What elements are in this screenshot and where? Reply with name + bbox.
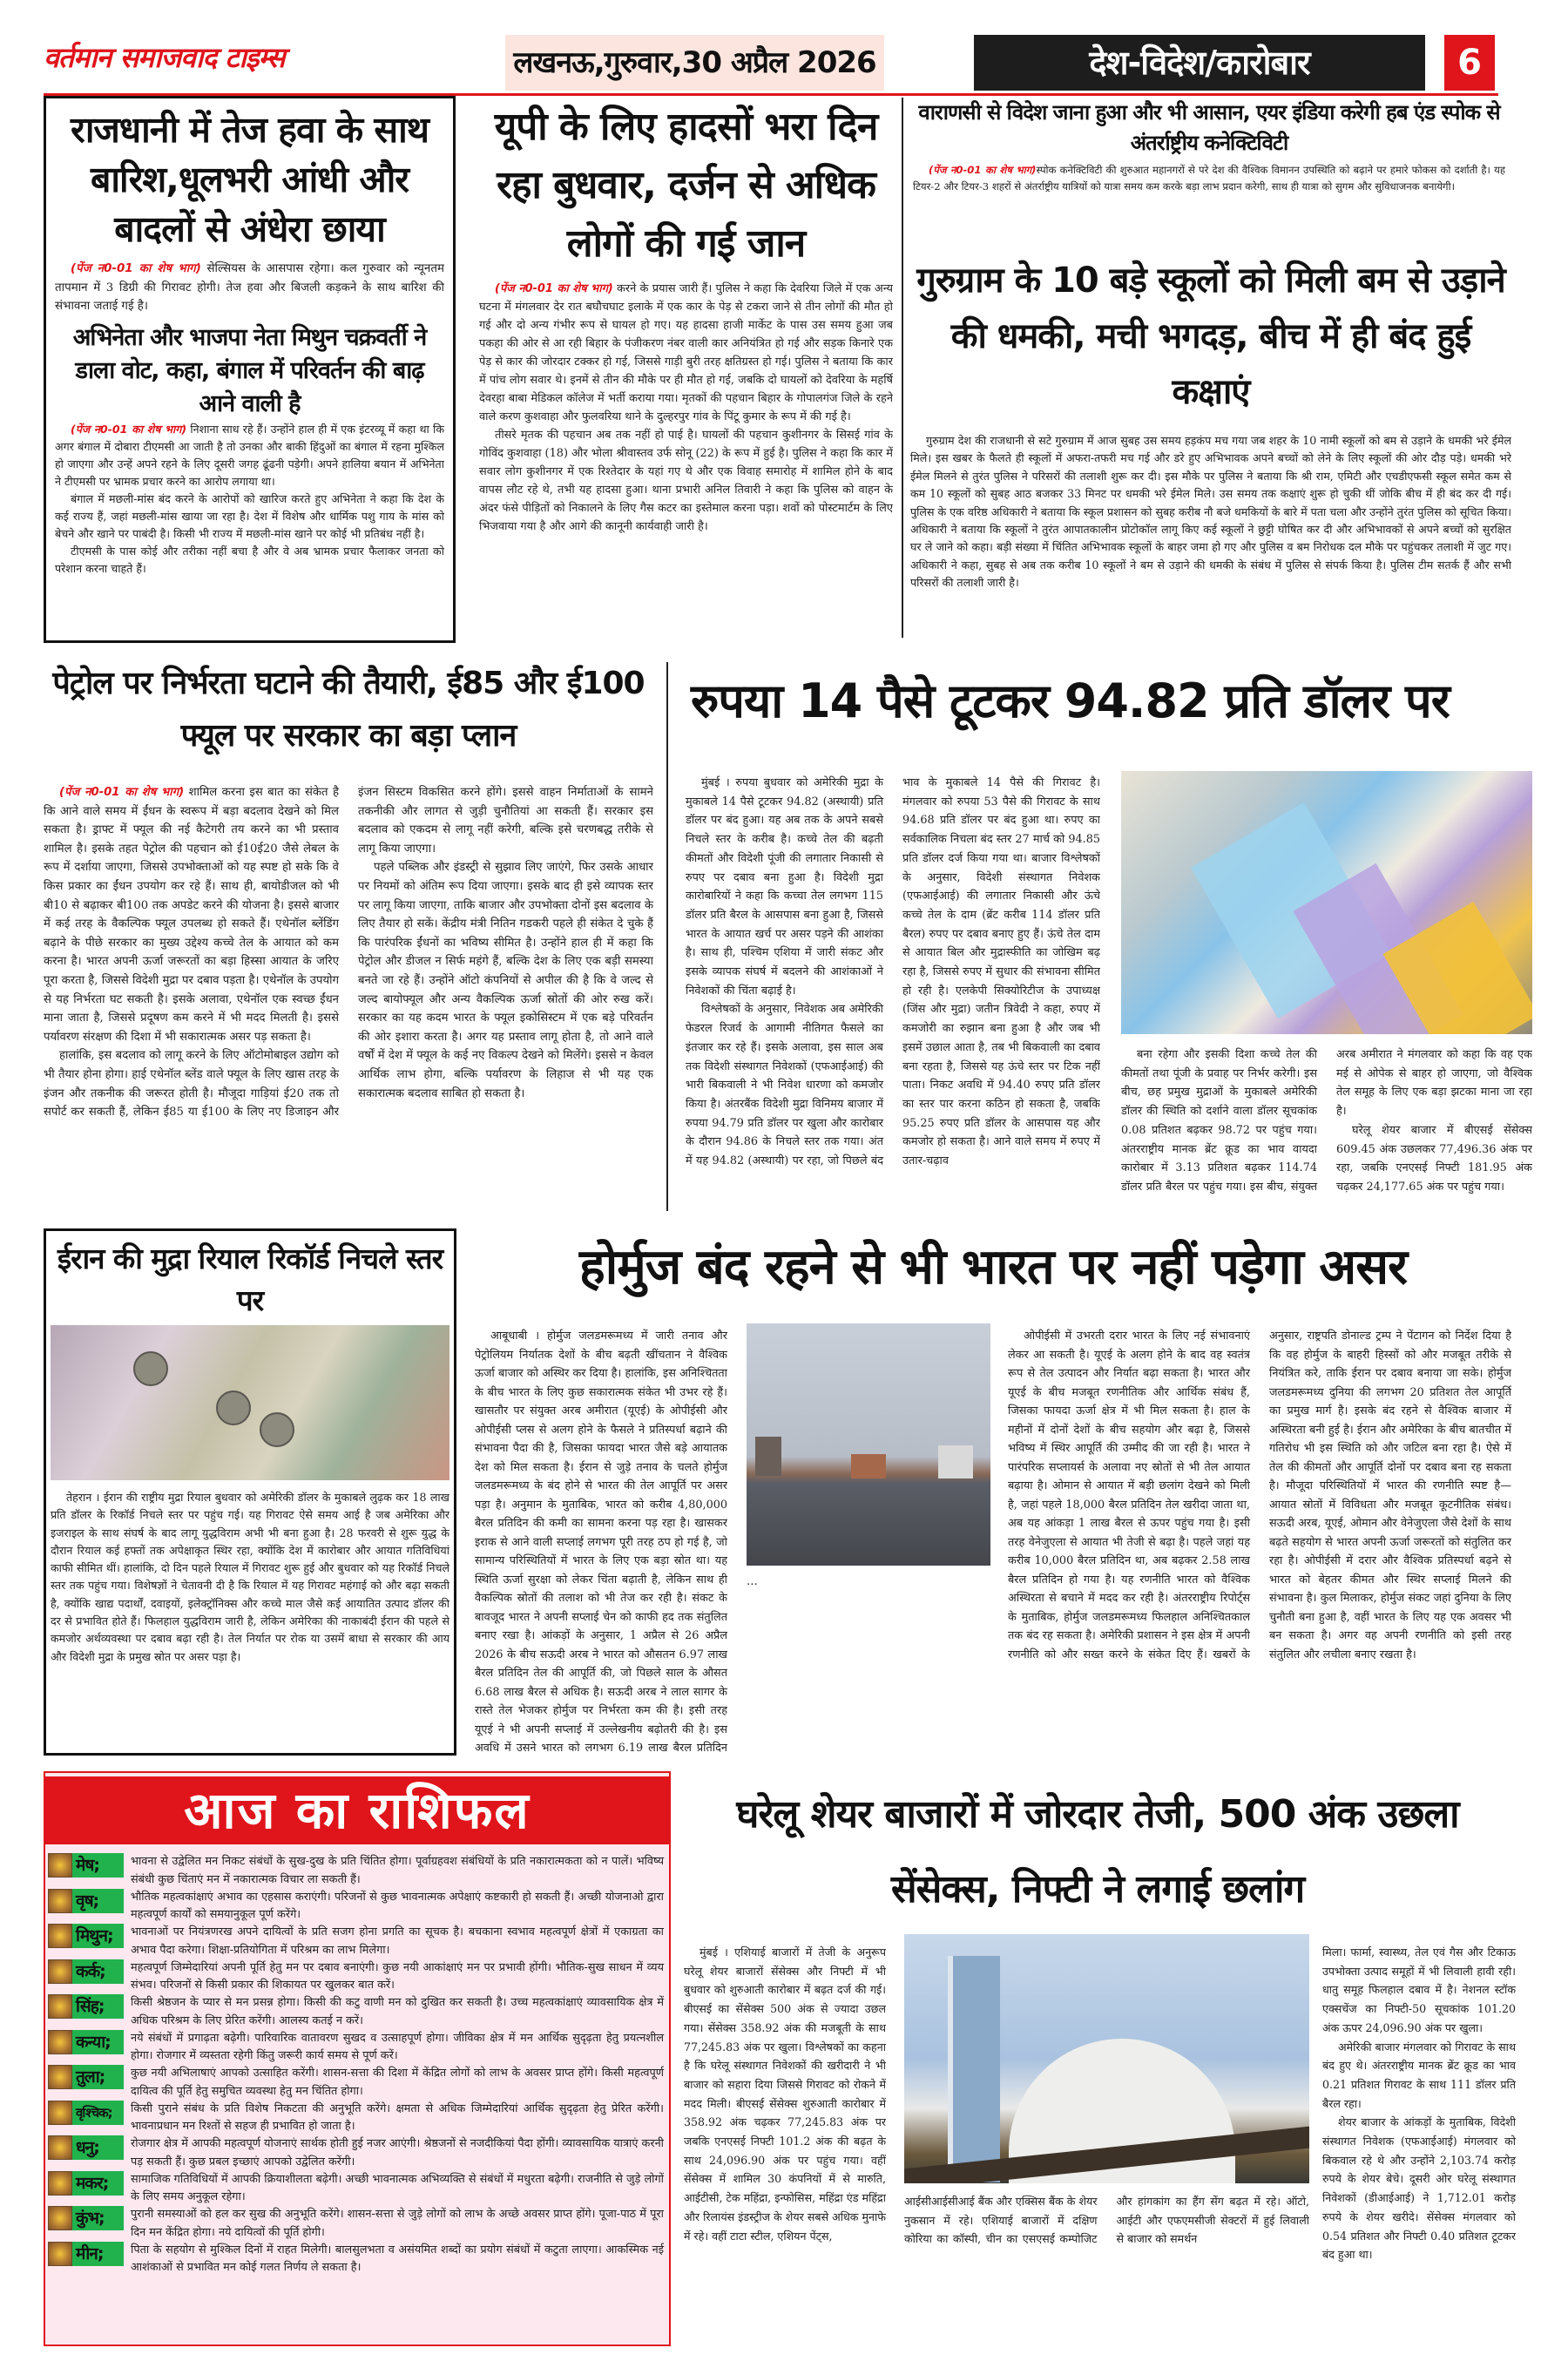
section-title: देश-विदेश/कारोबार [974,35,1425,91]
aries-icon [48,1853,72,1878]
sign-name: कर्क; [72,1959,124,1984]
ethanol-body [44,783,653,1219]
rupee-para-2: विश्लेषकों के अनुसार, निवेशक अब अमेरिकी फेडरल रिजर्व के आगामी नीतिगत फैसले का इंतजार कर रहे हैं। इसके अलावा, इस साल अब तक विदेशी संस्थागत निवेशकों (एफआईआई) की भारी बिकवाली ने भी निवेश धारणा को कमजोर किया है। अंतरबैंक विदेशी मुद्रा विनिमय बाजार में रुपया 94.79 प्रति डॉलर पर खुला और कारोबार के दौरान 94.86 के निचले स्तर तक गया। अंत में यह 94.82 (अस्थायी) पर रहा, जो पिछले बंद भाव के मुकाबले 14 पैसे की गिरावट है। मंगलवार को रुपया 53 पैसे की गिरावट के साथ 94.68 प्रति डॉलर पर बंद हुआ था। रुपए का सर्वकालिक निचला बंद स्तर 27 मार्च को 94.85 प्रति डॉलर दर्ज किया गया था। बाजार विश्लेषकों के अनुसार, विदेशी संस्थागत निवेशक (एफआईआई) की लगातार निकासी और ऊंचे कच्चे तेल के दाम (ब्रेंट करीब 114 डॉलर प्रति बैरल) रुपए पर दबाव बनाए हुए हैं। ऊंचे तेल दाम से आयात बिल और मुद्रास्फीति का जोखिम बढ़ रहा है, जिससे रुपए में सुधार की संभावना सीमित हो रही है। एलकेपी सिक्योरिटीज के उपाध्यक्ष (जिंस और मुद्रा) जतीन त्रिवेदी ने कहा, रुपए में कमजोरी का रुझान बना हुआ है और जब भी इसमें उछाल आता है, तब भी बिकवाली का दबाव बना रहता है, जिससे यह ऊंचे स्तर पर टिक नहीं पाता। निकट अवधि में 94.40 रुपए प्रति डॉलर का स्तर पार करना कठिन हो सकता है, जबकि 95.25 रुपए प्रति डॉलर के आसपास यह और कमजोर हो सकता है। आने वाले समय में रुपए में उतार-चढ़ाव [686,776,1100,1168]
ethanol-headline: पेट्रोल पर निर्भरता घटाने की तैयारी, ई85 और ई100 फ्यूल पर सरकार का बड़ा प्लान [52,666,645,754]
up-accidents-article [479,98,893,646]
markets-body-mid-text: आईसीआईसीआई बैंक और एक्सिस बैंक के शेयर नुकसान में रहे। एशियाई बाजारों में दक्षिण कोरिया का कॉस्पी, चीन का एसएसई कम्पोजिट और हांगकांग का हैंग सेंग बढ़त में रहे। ऑटो, आईटी और एफएमसीजी सेक्टरों में हुई लिवाली से बाजार को समर्थन [904,2195,1309,2246]
ship-shape [851,1454,886,1478]
sign-text: किसी पुराने संबंध के प्रति विशेष निकटता की अनुभूति करेंगे। क्षमता से अधिक जिम्मेदारियां आर्थिक सुदृढ़ता हेतु प्रेरित करेंगी। भावनाप्रधान मन रिश्तों से सहज ही प्रभावित हो जाता है। [131,2101,664,2133]
weather-mithun-box [44,96,456,643]
mithun-headline: अभिनेता और भाजपा नेता मिथुन चक्रवर्ती ने डाला वोट, कहा, बंगाल में परिवर्तन की बाढ़ आने वाली है [72,323,427,417]
sign-text: भावनाओं पर नियंत्रणरख अपने दायित्वों के प्रति सजग होना प्रगति का सूचक है। बचकाना स्वभाव महत्वपूर्ण क्षेत्रों में एकाग्रता का अभाव पैदा करेगा। शिक्षा-प्रतियोगिता में परिश्रम का लाभ मिलेगा। [131,1925,664,1957]
markets-body-right [1322,1943,1516,2291]
continued-label: (पेंज न0-01 का शेष भाग) [59,786,185,799]
rashifal-row-dhanu [45,2135,669,2171]
pisces-icon [48,2242,72,2266]
gurugram-body-text: गुरुग्राम देश की राजधानी से सटे गुरुग्राम में आज सुबह उस समय हड़कंप मच गया जब शहर के 10 नामी स्कूलों को बम से उड़ाने के धमकी भरे ईमेल मिले। इस खबर के फैलते ही स्कूलों में अफरा-तफरी मच गई और डरे हुए अभिभावक अपने बच्चों को लेने के लिए स्कूलों की ओर दौड़ पड़े। धमकी भरे ईमेल मिलने से तुरंत पुलिस ने परिसरों की तलाशी शुरू कर दी। इस मौके पर पुलिस ने बताया कि श्री राम, एमिटी और एचडीएफसी स्कूल समेत कम से कम 10 स्कूलों को सुबह आठ बजकर 33 मिनट पर धमकी भरे ईमेल मिले। उस समय तक कक्षाएं शुरू हो चुकी थीं जोकि बीच में ही बंद कर दी गई। पुलिस के एक वरिष्ठ अधिकारी ने बताया कि स्कूल प्रशासन को सुबह करीब नौ बजे धमकियों के बारे में पता चला और उन्होंने तुरंत पुलिस को सूचित किया। अधिकारी ने बताया कि स्कूलों ने तुरंत आपातकालीन प्रोटोकॉल लागू किए कई स्कूलों ने छुट्टी घोषित कर दी और अभिभावकों से अपने बच्चों को सुरक्षित घर ले जाने को कहा। बड़ी संख्या में चिंतित अभिभावक स्कूलों के बाहर जमा हो गए और पुलिस व बम निरोधक दल मौके पर पहुंचकर तलाशी में जुट गए। अधिकारी ने कहा, सुबह से अब तक करीब 10 स्कूलों ने बम से उड़ाने की धमकी के संबंध में पुलिस से संपर्क किया है। पुलिस टीम सतर्क हैं और सभी परिसरों की तलाशी जारी है। [910,434,1511,590]
continued-label: (पेंज न0-01 का शेष भाग) [71,262,201,275]
rupee-notes-photo [1121,771,1532,1034]
sign-text: भौतिक महत्वकांक्षाएं अभाव का एहसास कराएंगी। परिजनों से कुछ भावनात्मक अपेक्षाएं कष्टकारी हो सकती हैं। अच्छी योजनाओ द्वारा महत्वपूर्ण कार्यों को समयानुकूल पूर्ण करेंगे। [131,1890,664,1921]
up-accidents-headline: यूपी के लिए हादसों भरा दिन रहा बुधवार, दर्जन से अधिक लोगों की गई जान [494,105,878,266]
rashifal-list [45,1844,669,2277]
sign-text: रोजगार क्षेत्र में आपकी महत्वपूर्ण योजनाएं सार्थक होती हुई नजर आएंगी। श्रेष्ठजनों से नजदीकियां पैदा होंगी। व्यावसायिक यात्राएं करनी पड़ सकती हैं। कुछ प्रबल इच्छाएं आपको उद्वेलित करेंगी। [131,2137,664,2169]
aquarius-icon [48,2206,72,2230]
sign-name: वृश्चिक; [72,2101,124,2125]
up-accidents-body [479,280,893,536]
mithun-para-2: बंगाल में मछली-मांस बंद करने के आरोपों को खारिज करते हुए अभिनेता ने कहा कि देश के कई राज्य हैं, जहां मछली-मांस खाया जा रहा है। देश में विशेष और धार्मिक पशु गाय के मांस को बेचने और खाने पर पाबंदी है। किसी भी राज्य में मछली-मांस खाने पर कोई भी प्रतिबंध नहीं है। [55,491,444,540]
rashifal-title: आज का राशिफल [45,1776,669,1844]
hormuz-body2-text: ओपीईसी में उभरती दरार भारत के लिए नई संभावनाएं लेकर आ सकती है। यूएई के अलग होने के बाद वह स्वतंत्र रूप से तेल उत्पादन और निर्यात बढ़ा सकता है। भारत और यूएई के बीच मजबूत रणनीतिक और आर्थिक संबंध हैं, जिसका फायदा ऊर्जा क्षेत्र में भी मिल सकता है। हाल के महीनों में दोनों देशों के बीच सहयोग और बढ़ा है, जिससे भविष्य में स्थिर आपूर्ति की उम्मीद की जा रही है। भारत ने पारंपरिक सप्लायर्स के अलावा नए स्रोतों से भी तेल आयात बढ़ाया है। ओमान से आयात में बड़ी छलांग देखने को मिली है, जहां पहले 18,000 बैरल प्रतिदिन तेल खरीदा जाता था, अब यह आंकड़ा 1 लाख बैरल से ऊपर पहुंच गया है। इसी तरह वेनेजुएला से आयात भी तेजी से बढ़ा है। पहले जहां यह करीब 10,000 बैरल प्रतिदिन था, अब बढ़कर 2.58 लाख बैरल प्रतिदिन हो गया है। यह रणनीति भारत को वैश्विक अस्थिरता से बचाने में मदद कर रही है। अंतरराष्ट्रीय रिपोर्ट्स के मुताबिक, होर्मुज जलडमरूमध्य फिलहाल अनिश्चितकाल तक बंद रह सकता है। अमेरिकी प्रशासन ने इस क्षेत्र में अपनी रणनीति को और सख्त करने के संकेत दिए हैं। खबरों के अनुसार, राष्ट्रपति डोनाल्ड ट्रम्प ने पेंटागन को निर्देश दिया है कि वह होर्मुज के बाहरी हिस्सों को और मजबूत तरीके से नियंत्रित करे, ताकि ईरान पर दबाव बनाया जा सके। होर्मुज जलडमरूमध्य दुनिया की लगभग 20 प्रतिशत तेल आपूर्ति का प्रमुख मार्ग है। इसके बंद रहने से वैश्विक बाजार में अस्थिरता बनी हुई है। ईरान और अमेरिका के बीच बातचीत में गतिरोध भी इस स्थिति को और जटिल बना रहा है। ऐसे में तेल की कीमतों और आपूर्ति दोनों पर दबाव बना रह सकता है। मौजूदा परिस्थितियों में भारत की रणनीति स्पष्ट है—आयात स्रोतों में विविधता और मजबूत कूटनीतिक संबंध। सऊदी अरब, यूएई, ओमान और वेनेजुएला जैसे देशों के साथ बढ़ते सहयोग से भारत अपनी ऊर्जा जरूरतों को संतुलित कर रहा है। ओपीईसी में दरार और वैश्विक प्रतिस्पर्धा बढ़ने से भारत को बेहतर कीमत और स्थिर सप्लाई मिलने की संभावना है। कुल मिलाकर, होर्मुज संकट जहां दुनिया के लिए चुनौती बना हुआ है, वहीं भारत के लिए यह एक अवसर भी बन सकता है। अगर वह अपनी रणनीति को इसी तरह संतुलित और लचीला बनाए रखता है। [1008,1330,1511,1661]
sign-name: मकर; [72,2171,124,2196]
sign-text: भावना से उद्वेलित मन निकट संबंधों के सुख-दुख के प्रति चिंतित होगा। पूर्वाग्रहवश संबंधियों के प्रति नकारात्मकता को न पालें। भविष्य संबंधी कुछ चिंताएं मन में नकारात्मक विचार ला सकती हैं। [131,1855,664,1886]
rashifal-row-tula [45,2065,669,2101]
markets-body-mid [904,2192,1309,2253]
ethanol-para-2: हालांकि, इस बदलाव को लागू करने के लिए ऑटोमोबाइल उद्योग को भी तैयार होना होगा। हाई एथेनॉल ब्लेंड वाले फ्यूल के लिए खास तरह के इंजन और तकनीक की जरूरत होती है। मौजूदा गाड़ियां ई20 तक तो सपोर्ट कर सकती हैं, लेकिन ई85 या ई100 के लिए नए डिजाइन और इंजन सिस्टम विकसित करने होंगे। इससे वाहन निर्माताओं के सामने तकनीकी और लागत से जुड़ी चुनौतियां आ सकती हैं। सरकार इस बदलाव को एकदम से लागू नहीं करेगी, बल्कि इसे चरणबद्ध तरीके से लागू किया जाएगा। [44,786,653,1120]
page-number: 6 [1444,35,1495,91]
sign-name: कुंभ; [72,2206,124,2230]
rupee-body-right [1121,1045,1532,1220]
rashifal-box [44,1771,671,2346]
sign-text: किसी श्रेष्ठजन के प्यार से मन प्रसन्न होगा। किसी की कटु वाणी मन को दुखित कर सकती है। उच्च महत्वकांक्षाएं व्यावसायिक क्षेत्र में अधिक परिश्रम के लिए प्रेरित करेंगी। आलस्य कतई न करें। [131,1996,664,2027]
sign-name: मीन; [72,2242,124,2266]
rashifal-row-singh [45,1994,669,2030]
gemini-icon [48,1924,72,1948]
up-accidents-para-1: करने के प्रयास जारी हैं। पुलिस ने कहा कि देवरिया जिले में एक अन्य घटना में मंगलवार देर रात बघौचघाट इलाके में एक कार के पेड़ से टकरा जाने से तीन लोगों की मौत हो गई और दो अन्य गंभीर रूप से घायल हो गए। यह हादसा हाजी मार्केट के पास उस समय हुआ जब पकहा की ओर से आ रही बिहार के पंजीकरण नंबर वाली कार अनियंत्रित हो गई और सड़क किनारे एक पेड़ से कार की जोरदार टक्कर हो गई, जिससे गाड़ी बुरी तरह क्षतिग्रस्त हो गई। पुलिस ने बताया कि कार में पांच लोग सवार थे। इनमें से तीन की मौके पर ही मौत हो गई, जबकि दो घायलों को देवरिया के महर्षि देवरहा बाबा मेडिकल कॉलेज में भर्ती कराया गया। मृतकों की पहचान बिहार के गोपालगंज जिले के रहने वाले करण कुशवाहा और फुलवरिया थाने के दुल्हरपुर गांव के पिंटू कुमार के रूप में की गई है। [479,282,893,423]
markets-para-1: मिला। फार्मा, स्वास्थ्य, तेल एवं गैस और टिकाऊ उपभोक्ता उत्पाद समूहों में भी लिवाली हावी रही। धातु समूह फिलहाल दबाव में है। नेशनल स्टॉक एक्सचेंज का निफ्टी-50 सूचकांक 101.20 अंक ऊपर 24,096.90 अंक पर खुला। [1322,1945,1516,2034]
markets-headline: घरेलू शेयर बाजारों में जोरदार तेजी, 500 अंक उछला सेंसेक्स, निफ्टी ने लगाई छलांग [736,1792,1459,1912]
masthead: वर्तमान समाजवाद टाइम्स [44,41,285,74]
sign-name: मेष; [72,1853,124,1878]
sign-text: कुछ नयी अभिलाषाएं आपको उत्साहित करेंगी। शासन-सत्ता की दिशा में केंद्रित लोगों को लाभ के अवसर प्राप्त होंगे। किसी महत्वपूर्ण दायित्व की पूर्ति हेतु समुचित व्यवस्था हेतु मन चिंतित होगा। [131,2067,664,2098]
hormuz-headline: होर्मुज बंद रहने से भी भारत पर नहीं पड़ेगा असर [579,1239,1407,1296]
cancer-icon [48,1959,72,1984]
sign-name: मिथुन; [72,1924,124,1948]
ethanol-article [44,658,653,1215]
rupee-para-3: बना रहेगा और इसकी दिशा कच्चे तेल की कीमतों तथा पूंजी के प्रवाह पर निर्भर करेगी। इस बीच, छह प्रमुख मुद्राओं के मुकाबले अमेरिकी डॉलर की स्थिति को दर्शाने वाला डॉलर सूचकांक 0.08 प्रतिशत बढ़कर 98.72 पर पहुंच गया। अंतरराष्ट्रीय मानक ब्रेंट क्रूड का भाव वायदा कारोबार में 3.13 प्रतिशत बढ़कर 114.74 डॉलर प्रति बैरल पर पहुंच गया। इस बीच, संयुक्त अरब अमीरात ने मंगलवार को कहा कि वह एक मई से ओपेक से बाहर हो जाएगा, जो वैश्विक तेल समूह के लिए एक बड़ा झटका माना जा रहा है। [1121,1048,1532,1194]
continued-label: (पेंज न0-01 का शेष भाग) [71,422,187,436]
iran-rial-box [44,1228,456,1756]
sign-name: कन्या; [72,2030,124,2054]
markets-para-2: अमेरिकी बाजार मंगलवार को गिरावट के साथ बंद हुए थे। अंतरराष्ट्रीय मानक ब्रेंट क्रूड का भाव 0.21 प्रतिशत गिरावट के साथ 111 डॉलर प्रति बैरल रहा। [1322,2040,1516,2110]
markets-body-left-text: मुंबई । एशियाई बाजारों में तेजी के अनुरूप घरेलू शेयर बाजारों सेंसेक्स और निफ्टी में भी बुधवार को शुरुआती कारोबार में बढ़त दर्ज की गई। बीएसई का सेंसेक्स 500 अंक से ज्यादा उछल गया। सेंसेक्स 358.92 अंक की मजबूती के साथ 77,245.83 अंक पर खुला। विश्लेषकों का कहना है कि घरेलू संस्थागत निवेशकों की खरीदारी ने भी बाजार को सहारा दिया जिससे गिरावट को रोकने में मदद मिली। बीएसई सेंसेक्स शुरुआती कारोबार में 358.92 अंक चढ़कर 77,245.83 अंक पर जबकि एनएसई निफ्टी 101.2 अंक की बढ़त के साथ 24,096.90 अंक पर पहुंच गया। वहीं सेंसेक्स में शामिल 30 कंपनियों में से मारुति, आईटीसी, टेक महिंद्रा, इन्फोसिस, महिंद्रा एंड महिंद्रा और रिलायंस इंडस्ट्रीज के शेयर सबसे अधिक मुनाफे में रहे। वहीं टाटा स्टील, एशियन पेंट्स, [684,1945,886,2243]
varanasi-body-text: स्पोक कनेक्टिविटी की शुरुआत महानगरों से परे देश की वैश्विक विमानन उपस्थिति को बढ़ाने पर हमारे फोकस को दर्शाती है। यह टियर-2 और टियर-3 शहरों से अंतर्राष्ट्रीय यात्रियों को यात्रा समय कम करके बड़ा लाभ प्रदान करेगी, साथ ही यात्रा को सुगम और सुविधाजनक बनायेगी। [913,164,1505,193]
markets-body-left [684,1943,886,2257]
rashifal-row-vrish [45,1889,669,1925]
ethanol-para-1: शामिल करना इस बात का संकेत है कि आने वाले समय में ईंधन के स्वरूप में बड़ा बदलाव देखने को मिल सकता है। ड्राफ्ट में फ्यूल की नई कैटेगरी तय करने का भी प्रस्ताव शामिल है। इसके तहत पेट्रोल की पहचान को ई10ई20 जैसे लेबल के रूप में दर्शाया जाएगा, जिससे उपभोक्ताओं को यह स्पष्ट हो सके कि वे किस प्रकार का ईंधन उपयोग कर रहे हैं। साथ ही, बायोडीजल को भी बी10 से बढ़ाकर बी100 तक अपडेट करने की योजना है। इससे बाजार में कई तरह के वैकल्पिक फ्यूल उपलब्ध हो सकते हैं। एथेनॉल ब्लेंडिंग बढ़ाने के पीछे सरकार का मुख्य उद्देश्य कच्चे तेल के आयात को कम करना है। भारत अपनी ऊर्जा जरूरतों का बड़ा हिस्सा आयात के जरिए पूरा करता है, जिससे विदेशी मुद्रा पर दबाव पड़ता है। एथेनॉल के उपयोग से यह निर्भरता घट सकती है। इसके अलावा, एथेनॉल एक स्वच्छ ईंधन माना जाता है, जिससे प्रदूषण कम करने में भी मदद मिलती है। इससे पर्यावरण संरक्षण की दिशा में भी सकारात्मक असर पड़ सकता है। [44,786,339,1044]
column-divider [902,98,903,638]
rashifal-row-kark [45,1959,669,1995]
iran-rial-headline: ईरान की मुद्रा रियाल रिकॉर्ड निचले स्तर पर [57,1242,443,1317]
mithun-para-1: निशाना साध रहे हैं। उन्होंने हाल ही में एक इंटरव्यू में कहा था कि अगर बंगाल में दोबारा टीएमसी आ जाती है तो उनका और बाकी हिंदुओं का बंगाल में रहना मुश्किल हो जाएगा और उन्हें अपने रहने के लिए दूसरी जगह ढूंढनी पड़ेगी। अपने हालिया बयान में अभिनेता ने टीएमसी पर भ्रामक प्रचार करने का आरोप लगाया था। [55,422,444,488]
coin-shape [133,1351,168,1386]
sign-text: पुरानी समस्याओं को हल कर सुख की अनुभूति करेंगे। शासन-सत्ता से जुड़े लोगों को लाभ के अच्छे अवसर प्राप्त होंगे। पूजा-पाठ में पूरा दिन मन केंद्रित होगा। नये दायित्वों की पूर्ति होगी। [131,2208,664,2239]
virgo-icon [48,2030,72,2054]
rashifal-row-meen [45,2242,669,2277]
mithun-para-3: टीएमसी के पास कोई और तरीका नहीं बचा है और वे अब भ्रामक प्रचार फैलाकर जनता को परेशान करना चाहते हैं। [55,544,444,575]
continued-label: (पेंज न0-01 का शेष भाग) [929,164,1037,176]
hormuz-body-text: आबूधाबी । होर्मुज जलडमरूमध्य में जारी तनाव और पेट्रोलियम निर्यातक देशों के बीच बढ़ती खींचतान ने वैश्विक ऊर्जा बाजार को अस्थिर कर दिया है। हालांकि, इस अनिश्चितता के बीच भारत के लिए कुछ सकारात्मक संकेत भी उभर रहे हैं। खासतौर पर संयुक्त अरब अमीरात (यूएई) के ओपीईसी और ओपीईसी प्लस से अलग होने के फैसले ने प्रतिस्पर्धा बढ़ाने की संभावना पैदा की है, जिसका फायदा भारत जैसे बड़े आयातक देश को मिल सकता है। ईरान से जुड़े तनाव के चलते होर्मुज जलडमरूमध्य के बंद होने से भारत की तेल आपूर्ति पर असर पड़ा है। अनुमान के मुताबिक, भारत को करीब 4,80,000 बैरल प्रतिदिन की कमी का सामना करना पड़ रहा है। खासकर इराक से आने वाली सप्लाई लगभग पूरी तरह ठप हो गई है, जो सामान्य परिस्थितियों में भारत के लिए एक बड़ा स्रोत था। यह स्थिति ऊर्जा सुरक्षा को लेकर चिंता बढ़ाती है, लेकिन साथ ही वैकल्पिक स्रोतों की तलाश को भी तेज कर रही है। संकट के बावजूद भारत ने अपनी सप्लाई चेन को काफी हद तक संतुलित बनाए रखा है। आंकड़ों के अनुसार, 1 अप्रैल से 26 अप्रैल 2026 के बीच सऊदी अरब ने भारत को औसतन 6.97 लाख बैरल प्रतिदिन तेल की आपूर्ति की, जो पिछले साल के औसत 6.68 लाख बैरल से अधिक है। सऊदी अरब ने लाल सागर के रास्ते तेल भेजकर होर्मुज पर निर्भरता कम की है। इसी तरह यूएई ने भी अपनी सप्लाई में उल्लेखनीय बढ़ोतरी की है। इस अवधि में उसने भारत को लगभग 6.19 लाख बैरल प्रतिदिन [475,1330,727,1754]
coin-shape [260,1412,294,1447]
weather-body-text: सेल्सियस के आसपास रहेगा। कल गुरुवार को न्यूनतम तापमान में 3 डिग्री की गिरावट होगी। तेज हवा और बिजली कड़कने के साथ बारिश की संभावना जताई गई है। [55,262,444,314]
rashifal-row-vrishchik [45,2101,669,2136]
ship-shape [755,1437,781,1476]
ethanol-para-3: पहले पब्लिक और इंडस्ट्री से सुझाव लिए जाएंगे, फिर उसके आधार पर नियमों को अंतिम रूप दिया जाएगा। इसके बाद ही इसे व्यापक स्तर पर लागू किया जाएगा, ताकि बाजार और उपभोक्ता दोनों इस बदलाव के लिए तैयार हो सकें। केंद्रीय मंत्री नितिन गडकरी पहले ही संकेत दे चुके हैं कि पारंपरिक ईंधनों का भविष्य सीमित है। उन्होंने हाल ही में कहा कि पेट्रोल और डीजल न सिर्फ महंगे हैं, बल्कि देश के लिए एक बड़ी समस्या बनते जा रहे हैं। उन्होंने ऑटो कंपनियों से अपील की है कि वे जल्द से जल्द बायोफ्यूल और अन्य वैकल्पिक ऊर्जा स्रोतों की ओर रुख करें। सरकार का यह कदम भारत के फ्यूल इकोसिस्टम में एक बड़े परिवर्तन की ओर इशारा करता है। अगर यह प्रस्ताव लागू होता है, तो आने वाले वर्षों में देश में फ्यूल के कई नए विकल्प देखने को मिलेंगे। इससे न केवल आर्थिक लाभ होगा, बल्कि पर्यावरण के लिहाज से भी यह एक सकारात्मक बदलाव साबित हो सकता है। [358,861,653,1100]
rial-currency-photo [51,1325,449,1480]
rashifal-row-makar [45,2171,669,2207]
iran-rial-body [51,1489,449,1666]
hormuz-body-col1 [475,1327,727,1754]
rupee-para-1: मुंबई । रुपया बुधवार को अमेरिकी मुद्रा के मुकाबले 14 पैसे टूटकर 94.82 (अस्थायी) प्रति डॉलर पर बंद हुआ। यह अब तक के अपने सबसे निचले स्तर के करीब है। कच्चे तेल की बढ़ती कीमतों और विदेशी पूंजी की लगातार निकासी से रुपए पर दबाव बना हुआ है। विदेशी मुद्रा कारोबारियों ने कहा कि कच्चा तेल लगभग 115 डॉलर प्रति बैरल के आसपास बना हुआ है, जिससे भारत के आयात खर्च पर असर पड़ने की आशंका है। साथ ही, पश्चिम एशिया में जारी संकट और इसके व्यापक संघर्ष में बदलने की आशंकाओं ने निवेशकों की चिंता बढ़ाई है। [686,776,883,998]
sign-text: नये संबंधों में प्रगाढ़ता बढ़ेगी। पारिवारिक वातावरण सुखद व उत्साहपूर्ण होगा। जीविका क्षेत्र में मन आर्थिक सुदृढ़ता हेतु प्रयत्नशील होगा। रोजगार में व्यस्तता रहेगी किंतु जरूरी कार्य समय से पूर्ण करें। [131,2031,664,2062]
dateline: लखनऊ,गुरुवार,30 अप्रैल 2026 [505,35,884,91]
gurugram-article [910,253,1511,645]
rupee-body-left [686,774,1100,1218]
sagittarius-icon [48,2135,72,2160]
libra-icon [48,2065,72,2089]
hormuz-article [475,1224,1511,1760]
sign-name: तुला; [72,2065,124,2089]
capricorn-icon [48,2171,72,2196]
weather-headline: राजधानी में तेज हवा के साथ बारिश,धूलभरी आंधी और बादलों से अंधेरा छाया [71,109,429,250]
varanasi-headline: वाराणसी से विदेश जाना हुआ और भी आसान, एयर इंडिया करेगी हब एंड स्पोक से अंतर्राष्ट्रीय कनेक्टिविटी [918,100,1500,155]
hormuz-ships-photo [747,1323,990,1566]
sign-name: धनु; [72,2135,124,2160]
rupee-headline: रुपया 14 पैसे टूटकर 94.82 प्रति डॉलर पर [691,673,1450,728]
markets-article [684,1777,1516,2344]
sign-text: महत्वपूर्ण जिम्मेदारियां अपनी पूर्ति हेतु मन पर दबाव बनाएंगी। कुछ नयी आकांक्षाएं मन पर प्रभावी होंगी। भौतिक-सुख साधन में व्यय संभव। परिजनों से किसी प्रकार की शिकायत पर खुलकर बात करें। [131,1960,664,1992]
sign-text: सामाजिक गतिविधियों में आपकी क्रियाशीलता बढ़ेगी। अच्छी भावनात्मक अभिव्यक्ति से संबंधों में मधुरता बढ़ेगी। राजनीति से जुड़े लोगों के लिए समय अनुकूल रहेगा। [131,2172,664,2203]
iran-rial-body-text: तेहरान । ईरान की राष्ट्रीय मुद्रा रियाल बुधवार को अमेरिकी डॉलर के मुकाबले लुढ़क कर 18 लाख प्रति डॉलर के रिकॉर्ड निचले स्तर पर पहुंच गई। यह गिरावट ऐसे समय आई है जब अमेरिका और इजराइल के साथ संघर्ष के बाद लागू युद्धविराम अभी भी बना हुआ है। 28 फरवरी से शुरू युद्ध के दौरान रियाल कई हफ्तों तक अपेक्षाकृत स्थिर रहा, क्योंकि देश में कारोबार और आयात गतिविधियां काफी सीमित थीं। हालांकि, दो दिन पहले रियाल में गिरावट शुरू हुई और बुधवार को यह रिकॉर्ड निचले स्तर तक पहुंच गया। विशेषज्ञों ने चेतावनी दी है कि रियाल में यह गिरावट महंगाई को और बढ़ा सकती है, क्योंकि खाद्य पदार्थों, दवाइयों, इलेक्ट्रॉनिक्स और कच्चे माल जैसे कई आयातित उत्पाद डॉलर की दर से प्रभावित होते हैं। फिलहाल युद्धविराम जारी है, लेकिन अमेरिका की नाकाबंदी ईरान की पहले से कमजोर अर्थव्यवस्था पर दबाव बढ़ा रही है। तेल निर्यात पर रोक या उसमें बाधा से सरकार की आय और विदेशी मुद्रा के प्रमुख स्रोत पर असर पड़ा है। [51,1491,449,1663]
tower-shape [948,1956,1000,2182]
up-accidents-para-2: तीसरे मृतक की पहचान अब तक नहीं हो पाई है। घायलों की पहचान कुशीनगर के सिसई गांव के गोविंद कुशवाहा (18) और भोला श्रीवास्तव उर्फ सोनू (22) के रूप में हुई है। पुलिस ने कहा कि कार में सवार लोग कुशीनगर में एक रिश्तेदार के यहां गए थे और एक विवाह समारोह में शामिल होने के बाद वापस लौट रहे थे, तभी यह हादसा हुआ। थाना प्रभारी अनिल तिवारी ने कहा कि पुलिस को वाहन के अंदर फंसे पीड़ितों को निकालने के लिए गैस कटर का इस्तेमाल करना पड़ा। शवों को पोस्टमार्टम के लिए भिजवाया गया है और आगे की कानूनी कार्यवाही जारी है। [479,429,893,533]
weather-body [55,260,444,316]
column-divider [666,662,668,1211]
rashifal-row-kumbh [45,2206,669,2242]
scorpio-icon [48,2101,72,2125]
varanasi-body [913,162,1505,195]
gurugram-body [910,432,1511,592]
sign-name: वृष; [72,1889,124,1913]
rashifal-row-mithun [45,1924,669,1959]
continued-label: (पेंज न0-01 का शेष भाग) [495,282,613,295]
taurus-icon [48,1889,72,1913]
bse-building-photo [904,1934,1309,2183]
markets-para-3: शेयर बाजार के आंकड़ों के मुताबिक, विदेशी संस्थागत निवेशक (एफआईआई) मंगलवार को बिकवाल रहे थे और उन्होंने 2,103.74 करोड़ रुपये के शेयर बेचे। दूसरी ओर घरेलू संस्थागत निवेशकों (डीआईआई) ने 1,712.01 करोड़ रुपये के शेयर खरीदे। सेंसेक्स मंगलवार को 0.54 प्रतिशत और निफ्टी 0.40 प्रतिशत टूटकर बंद हुआ था। [1322,2115,1516,2262]
hormuz-body-col2 [747,1573,990,1760]
coin-shape [216,1390,251,1425]
leo-icon [48,1994,72,2019]
hormuz-body-continued: … [747,1575,758,1588]
sign-text: पिता के सहयोग से मुश्किल दिनों में राहत मिलेगी। बालसुलभता व असंयमित शब्दों का प्रयोग संबंधों में कटुता लाएगा। आकस्मिक नई आशंकाओं से प्रभावित मन कोई गलत निर्णय ले सकता है। [131,2243,664,2274]
ship-shape [938,1445,973,1478]
hormuz-body-col34 [1008,1327,1511,1754]
mithun-body [55,421,444,578]
rashifal-row-mesh [45,1853,669,1889]
rashifal-row-kanya [45,2030,669,2066]
gurugram-headline: गुरुग्राम के 10 बड़े स्कूलों को मिली बम से उड़ाने की धमकी, मची भगदड़, बीच में ही बंद हुई कक्षाएं [916,261,1505,412]
varanasi-article [913,98,1505,237]
sign-name: सिंह; [72,1994,124,2019]
rupee-para-4: घरेलू शेयर बाजार में बीएसई सेंसेक्स 609.45 अंक उछलकर 77,496.36 अंक पर रहा, जबकि एनएसई निफ्टी 181.95 अंक चढ़कर 24,177.65 अंक पर पहुंच गया। [1336,1123,1532,1194]
rupee-article [675,662,1532,1220]
